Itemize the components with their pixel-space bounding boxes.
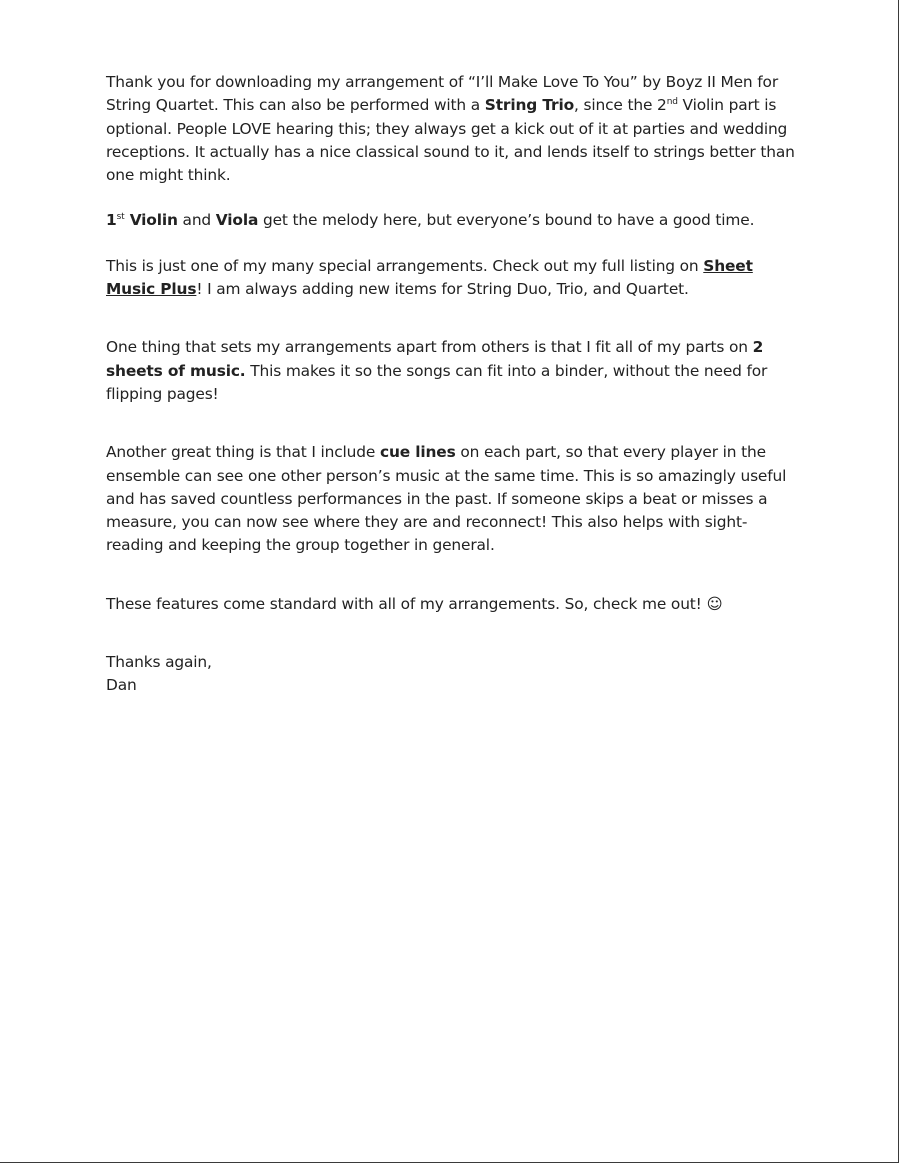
- first-violin-number: 1: [106, 211, 117, 230]
- melody-text-1: and: [177, 211, 216, 230]
- sheet-music-plus-link[interactable]: Sheet Music Plus: [106, 256, 753, 299]
- string-trio-bold: String Trio: [484, 96, 575, 115]
- listing-text-2: ! I am always adding new items for String Duo, Trio, and Quartet.: [196, 280, 689, 299]
- intro-text-2: , since the 2: [574, 96, 667, 115]
- letter-body: [106, 71, 796, 698]
- listing-text-1: This is just one of my many special arrangements. Check out my full listing on: [106, 256, 704, 275]
- melody-text-2: get the melody here, but everyone’s bound to have a good time.: [258, 211, 755, 230]
- intro-text-1: Thank you for downloading my arrangement of “I’ll Make Love To You” by Boyz II Men for String Quartet. This can also be performed with a: [106, 73, 778, 115]
- signature: Dan: [106, 676, 137, 695]
- superscript-nd: nd: [666, 97, 678, 108]
- cue-lines-bold: cue lines: [379, 443, 456, 462]
- closing-line: Thanks again,: [106, 653, 212, 672]
- two-sheets-bold: 2 sheets of music.: [106, 338, 764, 380]
- cue-text-2: on each part, so that every player in the ensemble can see one other person’s music at the same time. This is so amazingly useful and has saved countless performances in the past. If someone skips a beat or misses a measure, you can now see where they are and reconnect! This also helps with sight-reading and keeping the group together in general.: [106, 443, 787, 555]
- smiley-icon: ☺: [706, 594, 723, 613]
- sheets-text-1: One thing that sets my arrangements apart from others is that I fit all of my parts on: [106, 338, 753, 357]
- paragraph-two-sheets: [106, 336, 796, 406]
- paragraph-intro: [106, 71, 796, 187]
- paragraph-listing: [106, 255, 796, 302]
- first-violin-bold: Violin: [124, 211, 178, 230]
- paragraph-features: [106, 593, 796, 616]
- superscript-st: st: [116, 212, 125, 223]
- cue-text-1: Another great thing is that I include: [106, 443, 380, 462]
- sheets-text-2: This makes it so the songs can fit into a binder, without the need for flipping pages!: [106, 361, 768, 403]
- intro-text-3: Violin part is optional. People LOVE hearing this; they always get a kick out of it at parties and wedding receptions. It actually has a nice classical sound to it, and lends itself to strings better than one might think.: [106, 96, 795, 185]
- paragraph-cue-lines: [106, 441, 796, 557]
- paragraph-melody: [106, 209, 796, 232]
- features-text: These features come standard with all of my arrangements. So, check me out!: [106, 594, 707, 613]
- viola-bold: Viola: [215, 211, 259, 230]
